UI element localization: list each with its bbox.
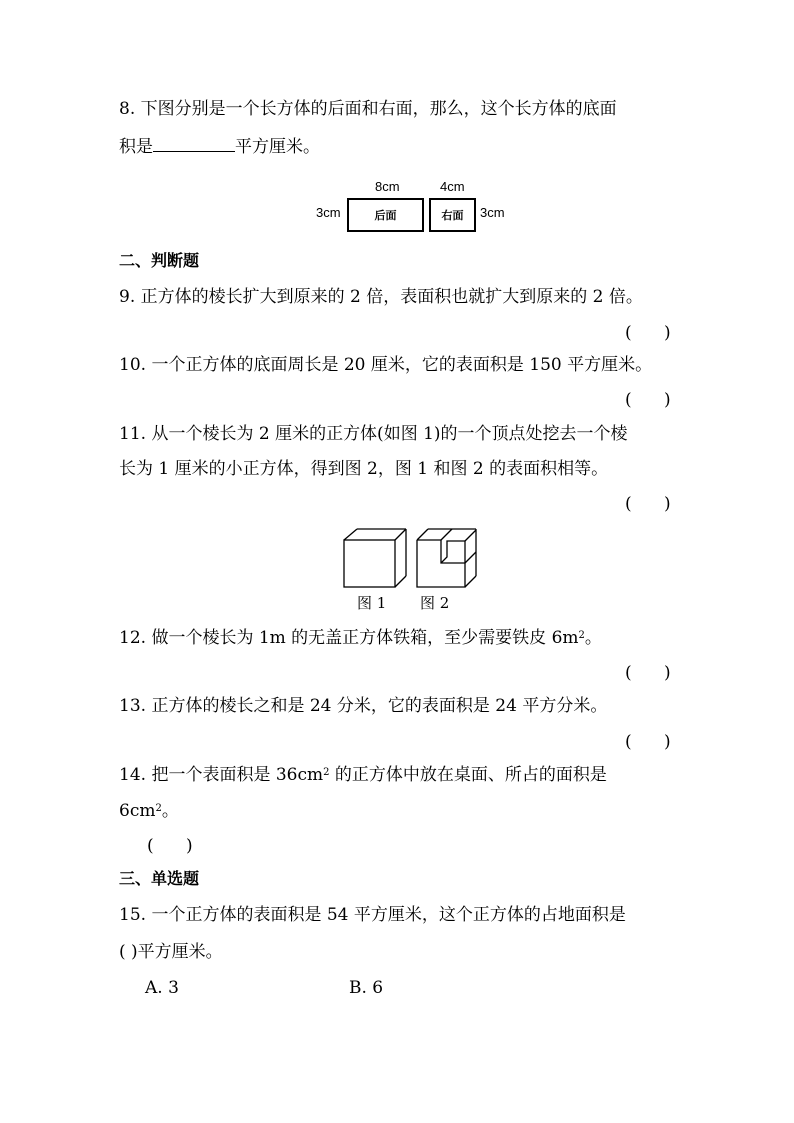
q12-text-after: 。 [584, 628, 602, 648]
cube-fig2 [417, 529, 476, 587]
q14-line2-before: 6cm [119, 801, 156, 821]
section-title-single-choice: 三、单选题 [119, 869, 200, 888]
back-face-label: 后面 [374, 209, 397, 222]
q12-text-before: 12. 做一个棱长为 1m 的无盖正方体铁箱，至少需要铁皮 6m [119, 628, 579, 648]
q9-text: 9. 正方体的棱长扩大到原来的 2 倍，表面积也就扩大到原来的 2 倍。 [119, 287, 643, 307]
q10-text: 10. 一个正方体的底面周长是 20 厘米，它的表面积是 150 平方厘米。 [119, 355, 653, 375]
q13-answer-parens[interactable]: ( ) [625, 732, 671, 752]
q15-line2: ( )平方厘米。 [119, 942, 223, 962]
back-width-label: 8cm [375, 179, 400, 194]
q15-option-b[interactable]: B. 6 [349, 978, 384, 998]
q10-answer-parens[interactable]: ( ) [625, 390, 671, 410]
answer-blank[interactable] [153, 133, 235, 152]
q8-line2-after: 平方厘米。 [235, 137, 320, 157]
q14-line2 [119, 799, 179, 823]
q8-line2-before: 积是 [119, 137, 153, 157]
q12-text [119, 626, 602, 650]
section-title-judgement: 二、判断题 [119, 251, 200, 270]
height-right-label: 3cm [480, 205, 505, 220]
caption-fig1: 图 1 [357, 594, 387, 612]
q14-line2-sup: 2 [155, 803, 162, 814]
q11-line1: 11. 从一个棱长为 2 厘米的正方体(如图 1)的一个顶点处挖去一个棱 [119, 424, 628, 444]
q15-line1: 15. 一个正方体的表面积是 54 平方厘米，这个正方体的占地面积是 [119, 905, 626, 925]
q8-line2 [119, 133, 320, 159]
q12-answer-parens[interactable]: ( ) [625, 663, 671, 683]
cubes-drawing [335, 522, 485, 592]
cube-fig1 [344, 529, 406, 587]
q11-answer-parens[interactable]: ( ) [625, 494, 671, 514]
q11-figure [335, 522, 485, 617]
q9-answer-parens[interactable]: ( ) [625, 323, 671, 343]
right-face [429, 198, 476, 232]
caption-fig2: 图 2 [420, 594, 450, 612]
q8-line1: 8. 下图分别是一个长方体的后面和右面，那么，这个长方体的底面 [119, 99, 617, 119]
right-face-label: 右面 [441, 209, 464, 222]
q14-answer-parens[interactable]: ( ) [147, 836, 193, 856]
q13-text: 13. 正方体的棱长之和是 24 分米，它的表面积是 24 平方分米。 [119, 696, 608, 716]
q14-line2-after: 。 [161, 801, 179, 821]
right-width-label: 4cm [440, 179, 465, 194]
q14-line1-before: 14. 把一个表面积是 36cm [119, 765, 324, 785]
back-face [347, 198, 424, 232]
q14-line1-after: 的正方体中放在桌面、所占的面积是 [329, 765, 607, 785]
q14-line1 [119, 763, 607, 787]
q14-line1-sup: 2 [323, 767, 330, 778]
q12-sup: 2 [578, 630, 585, 641]
q8-figure [310, 176, 520, 238]
q15-option-a[interactable]: A. 3 [145, 978, 179, 998]
q11-line2: 长为 1 厘米的小正方体，得到图 2，图 1 和图 2 的表面积相等。 [119, 459, 609, 479]
height-left-label: 3cm [316, 205, 341, 220]
